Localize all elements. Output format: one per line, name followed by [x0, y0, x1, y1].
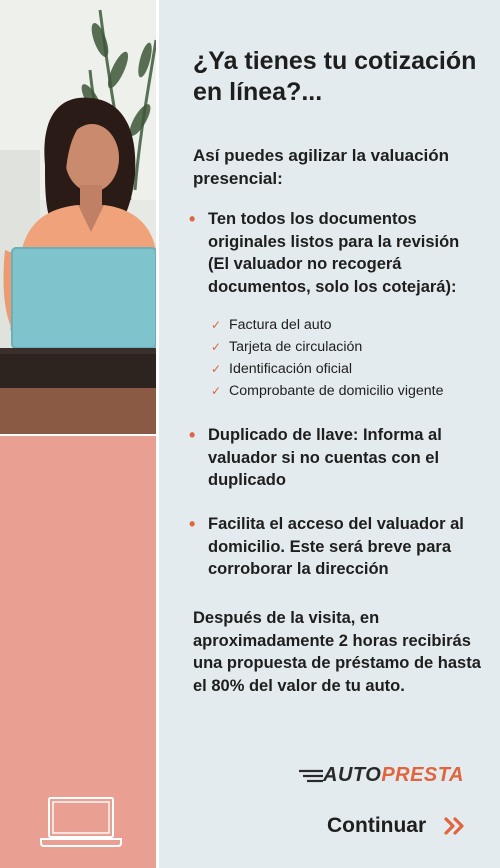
checklist-item [211, 314, 500, 336]
check-icon: ✓ [211, 362, 222, 376]
check-icon: ✓ [211, 318, 222, 332]
page-title: ¿Ya tienes tu cotización en línea?... [193, 47, 477, 106]
info-panel [159, 0, 500, 868]
brand-presta: PRESTA [381, 764, 464, 786]
double-chevron-right-icon [443, 816, 467, 836]
checklist-text: Factura del auto [229, 317, 332, 333]
bullet-item [189, 513, 479, 581]
bullet-dot: • [189, 425, 196, 445]
laptop-icon [38, 795, 124, 849]
brand-auto: AUTO [323, 764, 382, 786]
check-icon: ✓ [211, 384, 222, 398]
left-column [0, 0, 156, 868]
speed-lines-icon [297, 762, 325, 788]
bullet-dot: • [189, 209, 196, 229]
outro-text: Después de la visita, en aproximadamente 2 horas recibirás una propuesta de préstamo de hasta el 80% del valor de tu auto. [193, 609, 481, 695]
woman-laptop-photo [0, 0, 156, 434]
bullet-text: Ten todos los documentos originales listos para la revisión (El valuador no recogerá documentos, solo los cotejará): [208, 210, 460, 296]
bullet-dot: • [189, 514, 196, 534]
continue-button[interactable] [327, 810, 477, 842]
autopresta-logo [297, 762, 467, 788]
bullet-text: Facilita el acceso del valuador al domicilio. Este será breve para corroborar la dirección [208, 515, 464, 578]
bullet-text: Duplicado de llave: Informa al valuador si no cuentas con el duplicado [208, 426, 442, 489]
document-checklist [211, 314, 500, 402]
checklist-item [211, 336, 500, 358]
bullet-item [189, 208, 479, 298]
checklist-text: Tarjeta de circulación [229, 339, 363, 355]
checklist-text: Identificación oficial [229, 361, 353, 377]
bullet-item [189, 424, 479, 492]
photo-illustration [0, 0, 156, 434]
checklist-item [211, 380, 500, 402]
check-icon: ✓ [211, 340, 222, 354]
continue-label: Continuar [327, 814, 427, 837]
checklist-item [211, 358, 500, 380]
checklist-text: Comprobante de domicilio vigente [229, 383, 444, 399]
intro-text: Así puedes agilizar la valuación presencial: [193, 146, 450, 188]
